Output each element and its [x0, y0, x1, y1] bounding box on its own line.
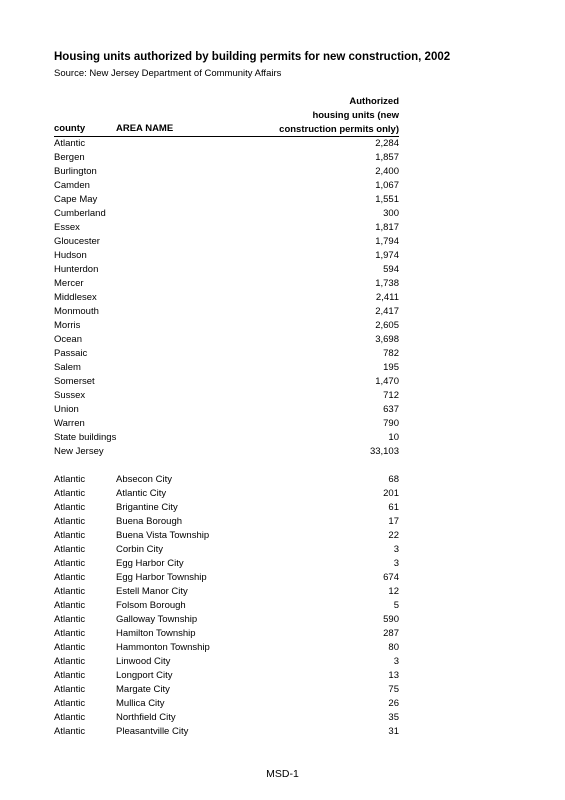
- area-name-cell: Egg Harbor Township: [116, 572, 207, 583]
- county-cell: Salem: [54, 362, 81, 373]
- units-cell: 2,417: [375, 306, 399, 317]
- area-name-cell: Margate City: [116, 684, 170, 695]
- table-row: [54, 417, 399, 431]
- table-row: [54, 613, 399, 627]
- units-cell: 80: [388, 642, 399, 653]
- units-cell: 195: [383, 362, 399, 373]
- units-cell: 1,794: [375, 236, 399, 247]
- source-note: Source: New Jersey Department of Community Affairs: [54, 68, 282, 79]
- table-row: [54, 473, 399, 487]
- header-line-2: housing units (new: [312, 110, 399, 121]
- county-cell: State buildings: [54, 432, 117, 443]
- units-cell: 2,284: [375, 138, 399, 149]
- table-row: [54, 543, 399, 557]
- table-row: [54, 697, 399, 711]
- units-cell: 1,067: [375, 180, 399, 191]
- data-table: [54, 137, 399, 739]
- area-name-cell: Galloway Township: [116, 614, 198, 625]
- units-cell: 674: [383, 572, 399, 583]
- county-cell: Atlantic: [54, 138, 86, 149]
- county-cell: Atlantic: [54, 628, 86, 639]
- county-cell: Warren: [54, 418, 85, 429]
- county-cell: Burlington: [54, 166, 97, 177]
- units-cell: 300: [383, 208, 399, 219]
- county-cell: Mercer: [54, 278, 84, 289]
- units-cell: 1,817: [375, 222, 399, 233]
- units-cell: 5: [393, 600, 399, 611]
- county-cell: Atlantic: [54, 558, 86, 569]
- table-row: [54, 515, 399, 529]
- page-title: Housing units authorized by building permits for new construction, 2002: [54, 51, 451, 63]
- county-cell: Atlantic: [54, 586, 86, 597]
- header-line-3: construction permits only): [279, 124, 399, 135]
- county-cell: Gloucester: [54, 236, 100, 247]
- county-cell: Bergen: [54, 152, 85, 163]
- units-cell: 1,974: [375, 250, 399, 261]
- area-name-cell: Mullica City: [116, 698, 165, 709]
- units-cell: 61: [388, 502, 399, 513]
- units-cell: 2,411: [375, 292, 399, 303]
- units-cell: 1,470: [375, 376, 399, 387]
- units-cell: 790: [383, 418, 399, 429]
- county-cell: Atlantic: [54, 712, 86, 723]
- area-name-cell: Linwood City: [116, 656, 171, 667]
- table-row: [54, 529, 399, 543]
- units-cell: 1,857: [375, 152, 399, 163]
- table-row: [54, 487, 399, 501]
- units-cell: 201: [383, 488, 399, 499]
- area-name-cell: Longport City: [116, 670, 173, 681]
- table-row: [54, 207, 399, 221]
- units-cell: 2,400: [375, 166, 399, 177]
- table-row: [54, 235, 399, 249]
- county-cell: Atlantic: [54, 544, 86, 555]
- units-cell: 594: [383, 264, 399, 275]
- units-cell: 1,738: [375, 278, 399, 289]
- table-row: [54, 557, 399, 571]
- units-cell: 26: [388, 698, 399, 709]
- county-cell: Atlantic: [54, 670, 86, 681]
- county-cell: Atlantic: [54, 726, 86, 737]
- area-name-cell: Brigantine City: [116, 502, 178, 513]
- county-cell: Atlantic: [54, 488, 86, 499]
- area-name-cell: Absecon City: [116, 474, 172, 485]
- county-cell: Atlantic: [54, 614, 86, 625]
- column-header-area-name: AREA NAME: [116, 123, 174, 134]
- county-cell: Atlantic: [54, 684, 86, 695]
- area-name-cell: Estell Manor City: [116, 586, 188, 597]
- county-cell: Atlantic: [54, 656, 86, 667]
- table-row: [54, 403, 399, 417]
- area-name-cell: Buena Borough: [116, 516, 183, 527]
- county-cell: Cumberland: [54, 208, 106, 219]
- units-cell: 22: [388, 530, 399, 541]
- county-cell: Somerset: [54, 376, 95, 387]
- table-row: [54, 431, 399, 445]
- units-cell: 10: [388, 432, 399, 443]
- area-name-cell: Folsom Borough: [116, 600, 186, 611]
- county-cell: Atlantic: [54, 516, 86, 527]
- table-row: [54, 319, 399, 333]
- table-row: [54, 333, 399, 347]
- column-header-county: county: [54, 123, 86, 134]
- units-cell: 287: [383, 628, 399, 639]
- table-row: [54, 347, 399, 361]
- table-row: [54, 641, 399, 655]
- table-row: [54, 585, 399, 599]
- units-cell: 68: [388, 474, 399, 485]
- table-row: [54, 627, 399, 641]
- units-cell: 12: [388, 586, 399, 597]
- county-cell: New Jersey: [54, 446, 104, 457]
- table-row: [54, 291, 399, 305]
- county-cell: Sussex: [54, 390, 86, 401]
- table-row: [54, 599, 399, 613]
- section-spacer: [54, 459, 399, 473]
- county-cell: Atlantic: [54, 572, 86, 583]
- units-cell: 2,605: [375, 320, 399, 331]
- county-cell: Cape May: [54, 194, 98, 205]
- county-cell: Atlantic: [54, 642, 86, 653]
- table-row: [54, 571, 399, 585]
- area-name-cell: Hamilton Township: [116, 628, 196, 639]
- county-cell: Hudson: [54, 250, 87, 261]
- table-row: [54, 137, 399, 151]
- area-name-cell: Corbin City: [116, 544, 163, 555]
- table-row: [54, 277, 399, 291]
- units-cell: 782: [383, 348, 399, 359]
- units-cell: 590: [383, 614, 399, 625]
- county-cell: Atlantic: [54, 502, 86, 513]
- table-row: [54, 389, 399, 403]
- table-row: [54, 165, 399, 179]
- units-cell: 3: [393, 558, 399, 569]
- units-cell: 712: [383, 390, 399, 401]
- units-cell: 3: [393, 656, 399, 667]
- units-cell: 35: [388, 712, 399, 723]
- table-row: [54, 221, 399, 235]
- units-cell: 1,551: [375, 194, 399, 205]
- table-row: [54, 249, 399, 263]
- county-cell: Essex: [54, 222, 80, 233]
- area-name-cell: Pleasantville City: [116, 726, 189, 737]
- table-row: [54, 361, 399, 375]
- area-name-cell: Atlantic City: [116, 488, 167, 499]
- county-cell: Passaic: [54, 348, 88, 359]
- table-row: [54, 151, 399, 165]
- units-cell: 17: [388, 516, 399, 527]
- county-cell: Atlantic: [54, 530, 86, 541]
- table-row: [54, 263, 399, 277]
- table-row: [54, 725, 399, 739]
- county-cell: Atlantic: [54, 474, 86, 485]
- county-cell: Monmouth: [54, 306, 99, 317]
- table-row: [54, 193, 399, 207]
- area-name-cell: Hammonton Township: [116, 642, 210, 653]
- units-cell: 3: [393, 544, 399, 555]
- county-cell: Middlesex: [54, 292, 97, 303]
- table-row: [54, 179, 399, 193]
- units-cell: 75: [388, 684, 399, 695]
- county-cell: Atlantic: [54, 698, 86, 709]
- table-row: [54, 669, 399, 683]
- county-cell: Union: [54, 404, 79, 415]
- units-cell: 637: [383, 404, 399, 415]
- area-name-cell: Egg Harbor City: [116, 558, 184, 569]
- county-cell: Camden: [54, 180, 90, 191]
- units-cell: 31: [388, 726, 399, 737]
- area-name-cell: Buena Vista Township: [116, 530, 210, 541]
- county-cell: Ocean: [54, 334, 82, 345]
- table-row: [54, 305, 399, 319]
- table-row: [54, 445, 399, 459]
- table-row: [54, 655, 399, 669]
- units-cell: 33,103: [369, 446, 399, 457]
- table-row: [54, 375, 399, 389]
- area-name-cell: Northfield City: [116, 712, 176, 723]
- table-row: [54, 711, 399, 725]
- page-footer: MSD-1: [266, 768, 299, 780]
- units-cell: 13: [388, 670, 399, 681]
- header-line-1: Authorized: [349, 96, 399, 107]
- county-cell: Morris: [54, 320, 81, 331]
- table-row: [54, 683, 399, 697]
- table-row: [54, 501, 399, 515]
- column-header-authorized-units: [279, 95, 399, 137]
- county-cell: Hunterdon: [54, 264, 99, 275]
- units-cell: 3,698: [375, 334, 399, 345]
- county-cell: Atlantic: [54, 600, 86, 611]
